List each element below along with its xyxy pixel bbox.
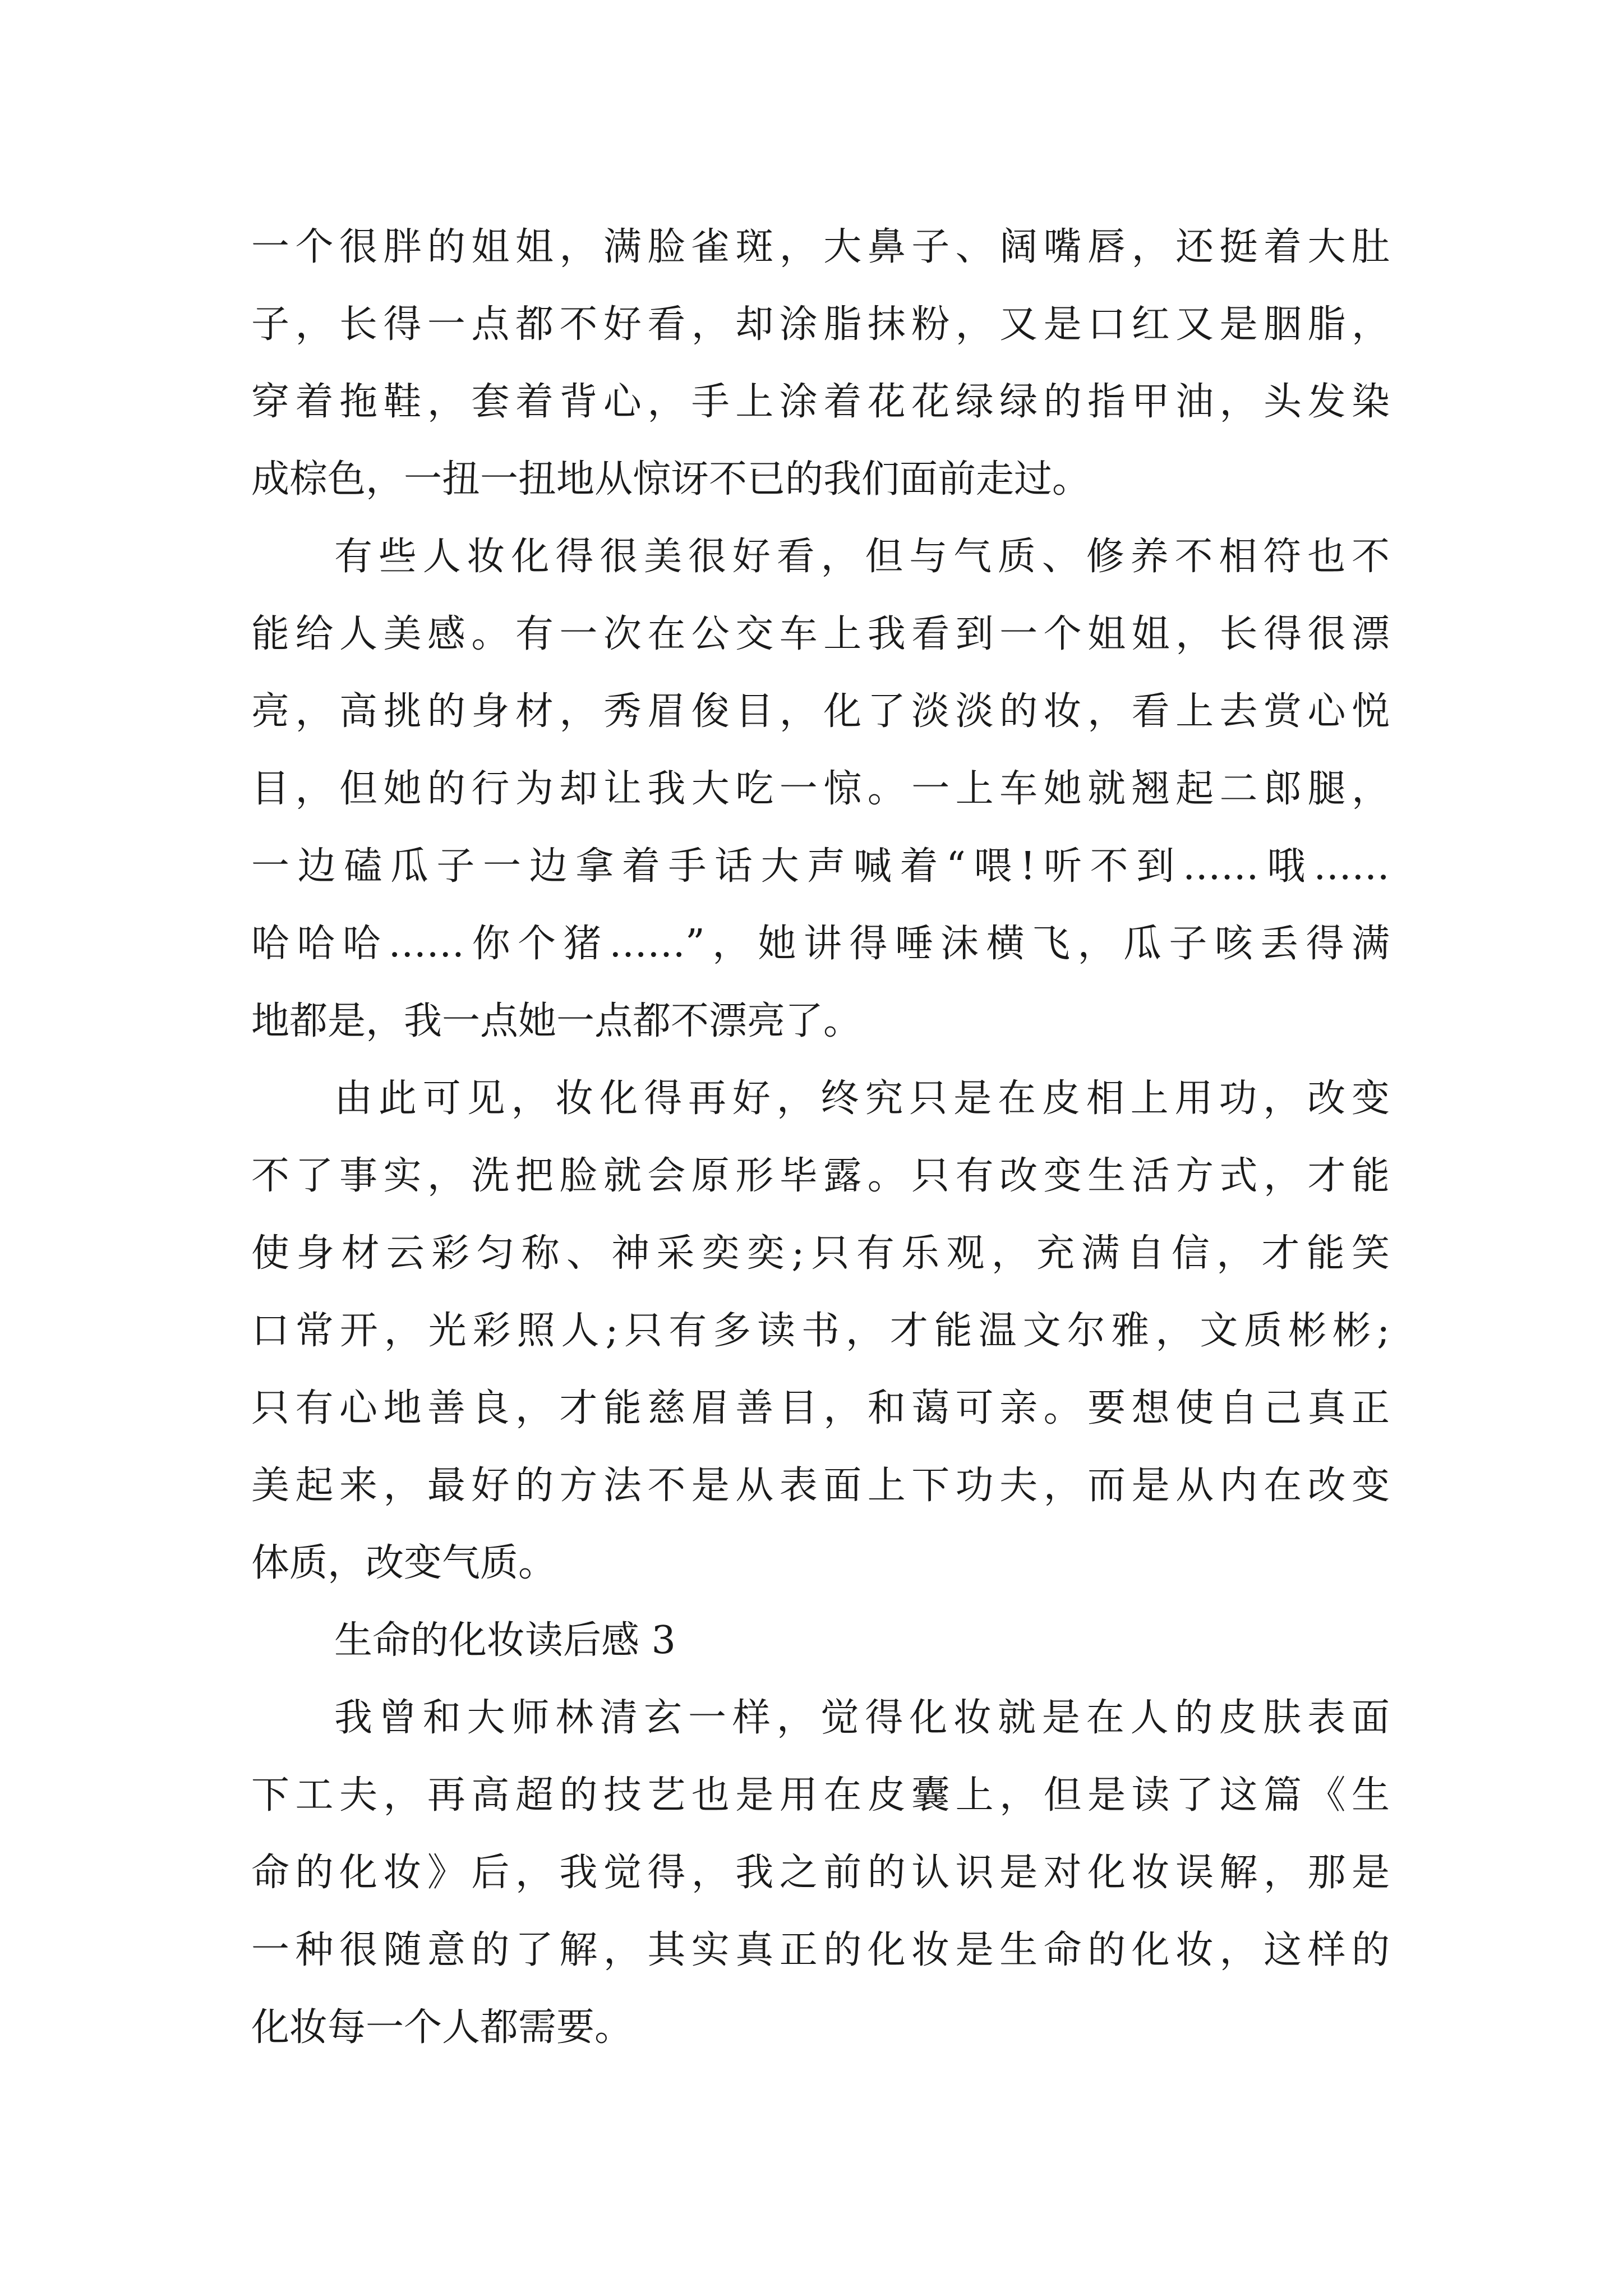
text-line: 由此可见，妆化得再好，终究只是在皮相上用功，改变 [334, 1076, 1390, 1121]
paragraph [251, 209, 1390, 518]
text-line: 一个很胖的姐姐，满脸雀斑，大鼻子、阔嘴唇，还挺着大肚 [251, 225, 1390, 269]
text-line: 穿着拖鞋，套着背心，手上涂着花花绿绿的指甲油，头发染 [251, 380, 1390, 424]
text-line: 有些人妆化得很美很好看，但与气质、修养不相符也不 [334, 535, 1390, 579]
paragraph [251, 1060, 1390, 1602]
text-line: 目，但她的行为却让我大吃一惊。一上车她就翘起二郎腿， [251, 767, 1390, 811]
document-body [251, 209, 1390, 2067]
text-line: 体质，改变气质。 [251, 1541, 557, 1585]
paragraph [251, 1680, 1390, 2067]
paragraph [251, 518, 1390, 1060]
text-line: 下工夫，再高超的技艺也是用在皮囊上，但是读了这篇《生 [251, 1773, 1390, 1818]
text-line: 命的化妆》后，我觉得，我之前的认识是对化妆误解，那是 [251, 1851, 1390, 1895]
text-line: 亮，高挑的身材，秀眉俊目，化了淡淡的妆，看上去赏心悦 [251, 689, 1390, 734]
text-line: 只有心地善良，才能慈眉善目，和蔼可亲。要想使自己真正 [251, 1386, 1390, 1430]
text-line: 子，长得一点都不好看，却涂脂抹粉，又是口红又是胭脂， [251, 302, 1390, 347]
heading-text: 生命的化妆读后感 3 [334, 1618, 676, 1663]
text-line: 能给人美感。有一次在公交车上我看到一个姐姐，长得很漂 [251, 612, 1390, 656]
text-line: 一种很随意的了解，其实真正的化妆是生命的化妆，这样的 [251, 1928, 1390, 1972]
text-line: 化妆每一个人都需要。 [251, 2005, 633, 2050]
text-line: 美起来，最好的方法不是从表面上下功夫，而是从内在改变 [251, 1464, 1390, 1508]
text-line: 使身材云彩匀称、神采奕奕;只有乐观，充满自信，才能笑 [251, 1231, 1390, 1276]
text-line: 不了事实，洗把脸就会原形毕露。只有改变生活方式，才能 [251, 1154, 1390, 1198]
text-line: 哈哈哈……你个猪……”，她讲得唾沫横飞，瓜子咳丢得满 [251, 922, 1390, 966]
text-line: 成棕色，一扭一扭地从惊讶不已的我们面前走过。 [251, 457, 1091, 501]
text-line: 我曾和大师林清玄一样，觉得化妆就是在人的皮肤表面 [334, 1696, 1390, 1740]
section-heading [251, 1602, 1390, 1680]
text-line: 一边磕瓜子一边拿着手话大声喊着“喂!听不到……哦…… [251, 844, 1390, 889]
text-line: 口常开，光彩照人;只有多读书，才能温文尔雅，文质彬彬; [251, 1309, 1390, 1353]
text-line: 地都是，我一点她一点都不漂亮了。 [251, 999, 862, 1043]
